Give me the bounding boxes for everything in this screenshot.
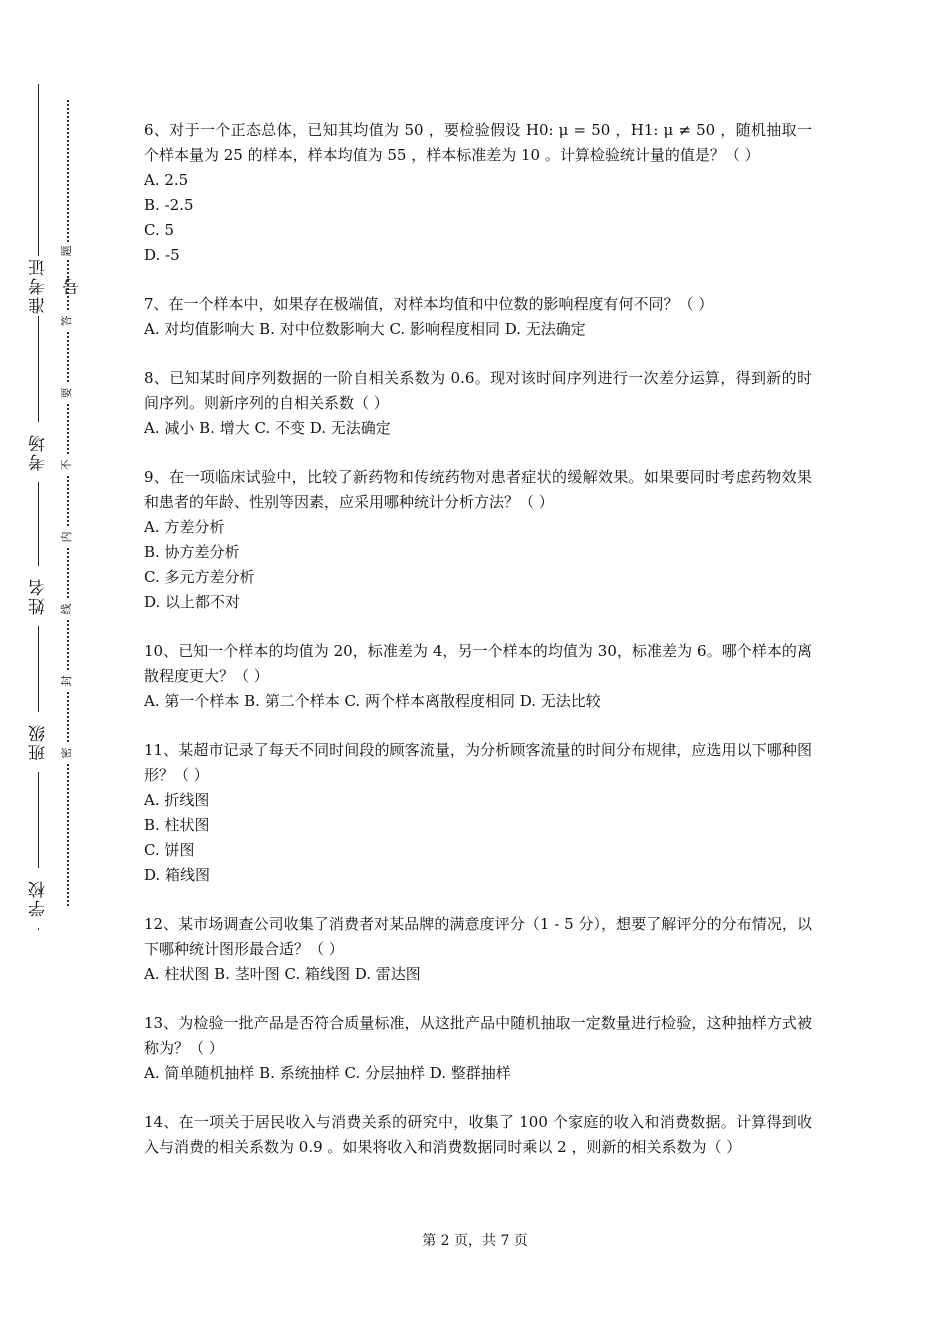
question-text: 12、某市场调查公司收集了消费者对某品牌的满意度评分（1 - 5 分），想要了解评分的分布情况，以下哪种统计图形最合适？（ ） <box>144 915 812 958</box>
binding-margin <box>0 0 90 1344</box>
option-a: A. 方差分析 <box>144 518 225 536</box>
seal-char: 题 <box>58 242 76 260</box>
options-line: A. 第一个样本 B. 第二个样本 C. 两个样本离散程度相同 D. 无法比较 <box>144 692 601 710</box>
question-text: 11、某超市记录了每天不同时间段的顾客流量，为分析顾客流量的时间分布规律，应选用以下哪种图形？（ ） <box>144 741 812 784</box>
question-8 <box>144 366 812 441</box>
option-a: A. 2.5 <box>144 171 189 189</box>
question-7 <box>144 292 812 342</box>
options-line: A. 简单随机抽样 B. 系统抽样 C. 分层抽样 D. 整群抽样 <box>144 1064 511 1082</box>
question-6 <box>144 118 812 268</box>
options-line: A. 对均值影响大 B. 对中位数影响大 C. 影响程度相同 D. 无法确定 <box>144 320 586 338</box>
binding-labels <box>22 0 83 1344</box>
seal-char: 要 <box>58 384 76 402</box>
question-text: 14、在一项关于居民收入与消费关系的研究中，收集了 100 个家庭的收入和消费数据。计算得到收入与消费的相关系数为 0.9 。如果将收入和消费数据同时乘以 2 ，则新的相关系数为（ ） <box>144 1113 812 1156</box>
option-d: D. 以上都不对 <box>144 593 241 611</box>
seal-char: 答 <box>58 312 76 330</box>
option-d: D. 箱线图 <box>144 866 211 884</box>
exam-content <box>144 118 812 1184</box>
seal-char: 密 <box>58 744 76 762</box>
options-line: A. 柱状图 B. 茎叶图 C. 箱线图 D. 雷达图 <box>144 965 421 983</box>
option-a: A. 折线图 <box>144 791 210 809</box>
option-c: C. 5 <box>144 221 175 239</box>
page-number: 第 2 页，共 7 页 <box>422 1233 528 1249</box>
name-label: 姓名 <box>22 566 56 626</box>
question-text: 10、已知一个样本的均值为 20，标准差为 4，另一个样本的均值为 30，标准差为 6。哪个样本的离散程度更大？（ ） <box>144 642 812 685</box>
question-14 <box>144 1110 812 1160</box>
option-b: B. -2.5 <box>144 196 194 214</box>
question-12 <box>144 912 812 987</box>
option-b: B. 柱状图 <box>144 816 210 834</box>
exam-number-label: 准考证号 <box>22 256 56 316</box>
seal-notice <box>58 0 76 1344</box>
option-d: D. -5 <box>144 246 180 264</box>
seal-char: 不 <box>58 456 76 474</box>
seal-char: 封 <box>58 672 76 690</box>
options-line: A. 减小 B. 增大 C. 不变 D. 无法确定 <box>144 419 391 437</box>
question-11 <box>144 738 812 888</box>
seal-char: 内 <box>58 528 76 546</box>
exam-room-label: 考场 <box>22 422 56 482</box>
question-text: 7、在一个样本中，如果存在极端值，对样本均值和中位数的影响程度有何不同？（ ） <box>144 295 714 313</box>
seal-char: 线 <box>58 600 76 618</box>
option-c: C. 饼图 <box>144 841 195 859</box>
question-13 <box>144 1011 812 1086</box>
option-b: B. 协方差分析 <box>144 543 240 561</box>
school-label: 学校 <box>22 868 56 928</box>
question-text: 9、在一项临床试验中，比较了新药物和传统药物对患者症状的缓解效果。如果要同时考虑药物效果和患者的年龄、性别等因素，应采用哪种统计分析方法？（ ） <box>144 468 812 511</box>
question-10 <box>144 639 812 714</box>
class-label: 班级 <box>22 712 56 772</box>
question-text: 13、为检验一批产品是否符合质量标准，从这批产品中随机抽取一定数量进行检验，这种抽样方式被称为？（ ） <box>144 1014 812 1057</box>
question-text: 8、已知某时间序列数据的一阶自相关系数为 0.6。现对该时间序列进行一次差分运算，得到新的时间序列。则新序列的自相关系数（ ） <box>144 369 812 412</box>
question-9 <box>144 465 812 615</box>
question-text: 6、对于一个正态总体，已知其均值为 50 ，要检验假设 H0: μ = 50 ，H1: μ ≠ 50 ，随机抽取一个样本量为 25 的样本，样本均值为 55 ，样本标准差为 10 。计算检验统计量的值是？（ ） <box>144 121 812 164</box>
option-c: C. 多元方差分析 <box>144 568 255 586</box>
